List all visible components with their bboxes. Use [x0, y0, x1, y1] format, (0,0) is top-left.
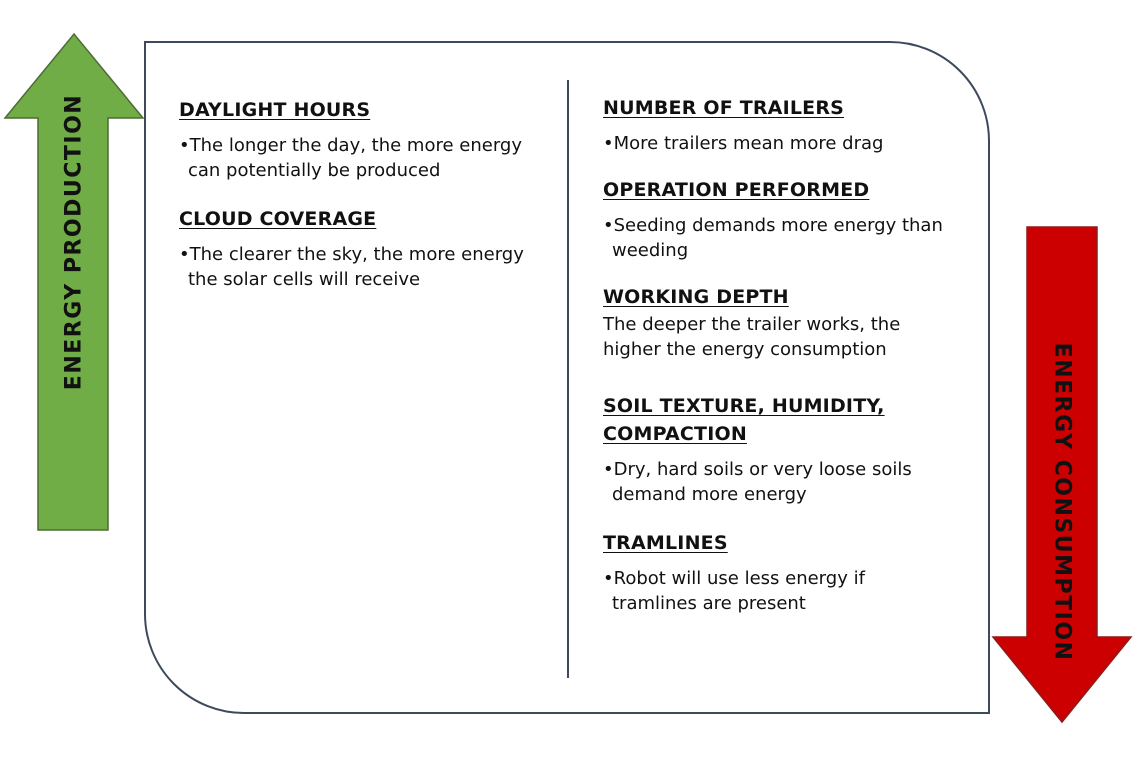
factor-daylight-hours: [179, 96, 539, 183]
factor-title: OPERATION PERFORMED: [603, 179, 870, 201]
factor-tramlines: [603, 529, 943, 616]
factor-title: CLOUD COVERAGE: [179, 208, 377, 230]
factor-cloud-coverage: [179, 205, 539, 292]
factor-title: SOIL TEXTURE, HUMIDITY, COMPACTION: [603, 395, 885, 445]
consumption-factors: [603, 94, 943, 634]
factor-title: DAYLIGHT HOURS: [179, 99, 371, 121]
factor-title: WORKING DEPTH: [603, 286, 789, 308]
factor-text: •Robot will use less energy if tramlines are present: [603, 568, 865, 614]
factor-text: •Seeding demands more energy than weeding: [603, 215, 943, 261]
factor-working-depth: [603, 283, 943, 362]
factor-text: •The clearer the sky, the more energy the solar cells will receive: [179, 244, 524, 290]
factor-text: The deeper the trailer works, the higher the energy consumption: [603, 314, 901, 360]
factor-soil-texture: [603, 392, 943, 507]
energy-production-label: ENERGY PRODUCTION: [61, 93, 87, 391]
factor-text: •More trailers mean more drag: [603, 133, 884, 154]
factor-text: •The longer the day, the more energy can potentially be produced: [179, 135, 523, 181]
factor-number-of-trailers: [603, 94, 943, 156]
factor-title: NUMBER OF TRAILERS: [603, 97, 845, 119]
column-divider: [567, 80, 569, 678]
production-factors: [179, 96, 539, 310]
energy-consumption-label: ENERGY CONSUMPTION: [1049, 342, 1075, 662]
factor-operation-performed: [603, 176, 943, 263]
factor-title: TRAMLINES: [603, 532, 728, 554]
factor-text: •Dry, hard soils or very loose soils demand more energy: [603, 459, 912, 505]
